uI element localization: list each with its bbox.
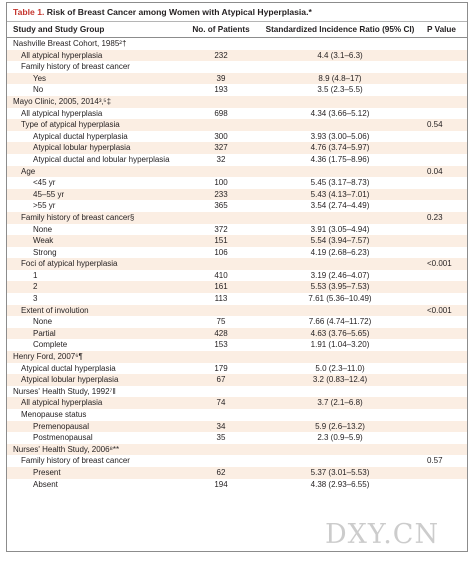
row-patients: 698 [214,108,228,118]
table-row [7,189,468,201]
row-ratio: 1.91 (1.04–3.20) [310,340,370,350]
table-row [7,177,468,189]
row-patients [183,212,259,224]
row-label: Age [7,166,183,178]
row-ratio: 5.45 (3.17–8.73) [310,178,370,188]
row-patients: 39 [183,73,259,85]
row-label: Extent of involution [7,305,183,317]
row-label: Strong [33,247,57,257]
row-patients: 35 [216,433,226,443]
row-patients [183,409,259,421]
row-label: Atypical lobular hyperplasia [7,142,183,154]
row-pvalue: 0.23 [421,212,468,224]
row-pvalue [421,224,468,236]
row-patients: 113 [214,294,228,304]
row-label: No [33,85,44,95]
row-ratio [259,258,421,270]
row-patients [183,96,259,108]
row-patients: 365 [214,201,228,211]
row-patients [183,258,259,270]
table-row [7,479,468,491]
row-label: Mayo Clinic, 2005, 2014³‚⁵‡ [7,96,183,108]
row-ratio: 3.93 (3.00–5.06) [310,131,370,141]
row-patients [183,38,259,50]
row-patients: 75 [216,317,226,327]
row-pvalue [421,386,468,398]
table-row [7,409,468,421]
row-label: Type of atypical hyperplasia [7,119,183,131]
table-row [7,224,468,236]
row-patients [183,386,259,398]
row-ratio [259,409,421,421]
row-ratio [259,444,421,456]
table-row [7,38,468,50]
table-row [7,258,468,270]
risk-table [7,22,468,490]
table-row [7,73,468,85]
row-label: All atypical hyperplasia [7,50,183,62]
row-label: Complete [33,340,68,350]
row-pvalue [421,316,468,328]
row-ratio [259,166,421,178]
row-pvalue [421,479,468,491]
row-pvalue [421,38,468,50]
row-pvalue [421,247,468,259]
row-label: Present [7,467,183,479]
row-label: Weak [7,235,183,247]
row-label: 2 [7,281,183,293]
row-pvalue [421,177,468,189]
row-pvalue [421,432,468,444]
row-ratio [259,455,421,467]
row-ratio: 3.2 (0.83–12.4) [259,374,421,386]
row-ratio [259,386,421,398]
table-number: Table 1. [13,7,45,17]
row-label: All atypical hyperplasia [7,397,183,409]
row-label: Family history of breast cancer [21,62,130,72]
row-pvalue [421,397,468,409]
row-patients [183,351,259,363]
table-row [7,339,468,351]
row-patients: 193 [214,85,228,95]
row-label: Henry Ford, 2007⁶¶ [7,351,183,363]
row-ratio: 7.61 (5.36–10.49) [308,294,372,304]
row-ratio: 3.91 (3.05–4.94) [310,224,370,234]
table-body [7,38,468,491]
column-header-patients: No. of Patients [183,22,259,38]
row-ratio: 5.37 (3.01–5.53) [259,467,421,479]
table-row [7,316,468,328]
row-pvalue [421,235,468,247]
row-pvalue: 0.57 [427,456,443,466]
row-pvalue [421,293,468,305]
row-patients: 327 [183,142,259,154]
table-row [7,374,468,386]
row-label: Foci of atypical hyperplasia [7,258,183,270]
row-patients: 106 [214,247,228,257]
table-row [7,444,468,456]
table-caption [7,3,467,22]
table-row [7,166,468,178]
row-ratio: 3.5 (2.3–5.5) [317,85,363,95]
row-ratio: 4.38 (2.93–6.55) [310,479,370,489]
row-pvalue [421,142,468,154]
row-ratio: 7.66 (4.74–11.72) [308,317,372,327]
row-label: 45–55 yr [7,189,183,201]
row-patients: 410 [214,270,228,280]
row-ratio [259,61,421,73]
row-ratio: 4.4 (3.1–6.3) [259,50,421,62]
row-patients: 151 [183,235,259,247]
table-row [7,421,468,433]
row-pvalue [421,374,468,386]
row-ratio: 2.3 (0.9–5.9) [317,433,363,443]
row-label: 3 [33,294,38,304]
row-pvalue [421,96,468,108]
table-row [7,293,468,305]
row-pvalue [421,131,468,143]
row-ratio: 8.9 (4.8–17) [259,73,421,85]
row-label: Premenopausal [7,421,183,433]
row-patients: 62 [183,467,259,479]
row-ratio: 4.36 (1.75–8.96) [310,154,370,164]
row-label: Postmenopausal [33,433,93,443]
row-ratio [259,351,421,363]
row-label: Nurses' Health Study, 1992⁷‖ [13,386,116,396]
row-patients: 153 [214,340,228,350]
row-label: All atypical hyperplasia [21,108,103,118]
row-label: Atypical lobular hyperplasia [7,374,183,386]
row-label: Nurses' Health Study, 2006⁸** [7,444,183,456]
row-pvalue [421,189,468,201]
row-ratio: 4.76 (3.74–5.97) [259,142,421,154]
row-patients: 232 [183,50,259,62]
row-pvalue [421,84,468,96]
table-title: Risk of Breast Cancer among Women with Atypical Hyperplasia.* [46,7,312,17]
table-row [7,386,468,398]
row-pvalue [421,50,468,62]
row-pvalue [421,467,468,479]
column-header-ratio: Standardized Incidence Ratio (95% CI) [259,22,421,38]
table-row [7,432,468,444]
row-ratio: 3.54 (2.74–4.49) [310,201,370,211]
row-pvalue [421,421,468,433]
row-label: Atypical ductal and lobular hyperplasia [33,154,170,164]
row-pvalue [421,328,468,340]
table-row [7,50,468,62]
table-row [7,328,468,340]
table-row [7,84,468,96]
row-pvalue [421,154,468,166]
row-pvalue [421,281,468,293]
row-ratio: 4.63 (3.76–5.65) [259,328,421,340]
table-frame [6,2,468,552]
table-row [7,235,468,247]
table-row [7,397,468,409]
row-label: >55 yr [33,201,56,211]
row-label: Nashville Breast Cohort, 1985²† [13,39,127,48]
row-pvalue [421,200,468,212]
row-patients [183,444,259,456]
table-row [7,142,468,154]
row-patients: 74 [183,397,259,409]
row-label: Partial [7,328,183,340]
row-patients: 34 [183,421,259,433]
table-row [7,212,468,224]
row-patients: 161 [183,281,259,293]
row-pvalue [421,339,468,351]
table-row [7,131,468,143]
row-patients: 32 [216,154,226,164]
row-pvalue: 0.04 [421,166,468,178]
row-label: Family history of breast cancer [21,456,130,466]
row-ratio [259,38,421,50]
row-ratio: 3.7 (2.1–6.8) [259,397,421,409]
row-patients: 194 [214,479,228,489]
column-header-pvalue: P Value [421,22,468,38]
row-patients: 100 [214,178,228,188]
row-pvalue [421,270,468,282]
table-row [7,281,468,293]
row-patients [183,119,259,131]
row-patients: 372 [214,224,228,234]
row-label: <45 yr [33,178,56,188]
row-label: Yes [7,73,183,85]
table-row [7,200,468,212]
row-ratio [259,212,421,224]
row-ratio: 5.53 (3.95–7.53) [259,281,421,293]
row-patients: 67 [183,374,259,386]
table-row [7,119,468,131]
table-row [7,270,468,282]
column-header-study: Study and Study Group [7,22,183,38]
row-label: Atypical ductal hyperplasia [21,363,116,373]
row-patients [183,61,259,73]
row-patients [183,455,259,467]
row-label: Atypical ductal hyperplasia [33,131,128,141]
row-pvalue [421,351,468,363]
row-ratio: 5.54 (3.94–7.57) [259,235,421,247]
table-row [7,108,468,120]
row-patients: 300 [214,131,228,141]
row-ratio: 3.19 (2.46–4.07) [310,270,370,280]
row-ratio: 5.9 (2.6–13.2) [259,421,421,433]
row-pvalue [421,409,468,421]
row-label: Absent [33,479,58,489]
row-ratio: 4.34 (3.66–5.12) [310,108,370,118]
watermark: DXY.CN [325,519,440,550]
row-patients [183,166,259,178]
row-pvalue [421,61,468,73]
table-row [7,351,468,363]
row-ratio [259,119,421,131]
table-row [7,61,468,73]
row-label: Menopause status [21,410,87,419]
table-row [7,363,468,375]
row-patients [183,305,259,317]
row-ratio [259,305,421,317]
row-pvalue [421,108,468,120]
row-pvalue [421,73,468,85]
table-row [7,96,468,108]
row-label: None [33,317,53,327]
table-row [7,455,468,467]
table-row [7,467,468,479]
row-patients: 233 [183,189,259,201]
row-patients: 428 [183,328,259,340]
row-pvalue: <0.001 [421,258,468,270]
row-label: 1 [33,270,38,280]
row-pvalue: <0.001 [421,305,468,317]
row-ratio: 5.43 (4.13–7.01) [259,189,421,201]
row-ratio [259,96,421,108]
row-ratio: 4.19 (2.68–6.23) [310,247,370,257]
table-row [7,305,468,317]
header-row [7,22,468,38]
table-row [7,154,468,166]
row-patients: 179 [214,363,228,373]
row-label: None [33,224,53,234]
row-pvalue [421,363,468,375]
row-pvalue: 0.54 [421,119,468,131]
row-label: Family history of breast cancer§ [7,212,183,224]
row-ratio: 5.0 (2.3–11.0) [315,363,365,373]
table-row [7,247,468,259]
row-pvalue [421,444,468,456]
